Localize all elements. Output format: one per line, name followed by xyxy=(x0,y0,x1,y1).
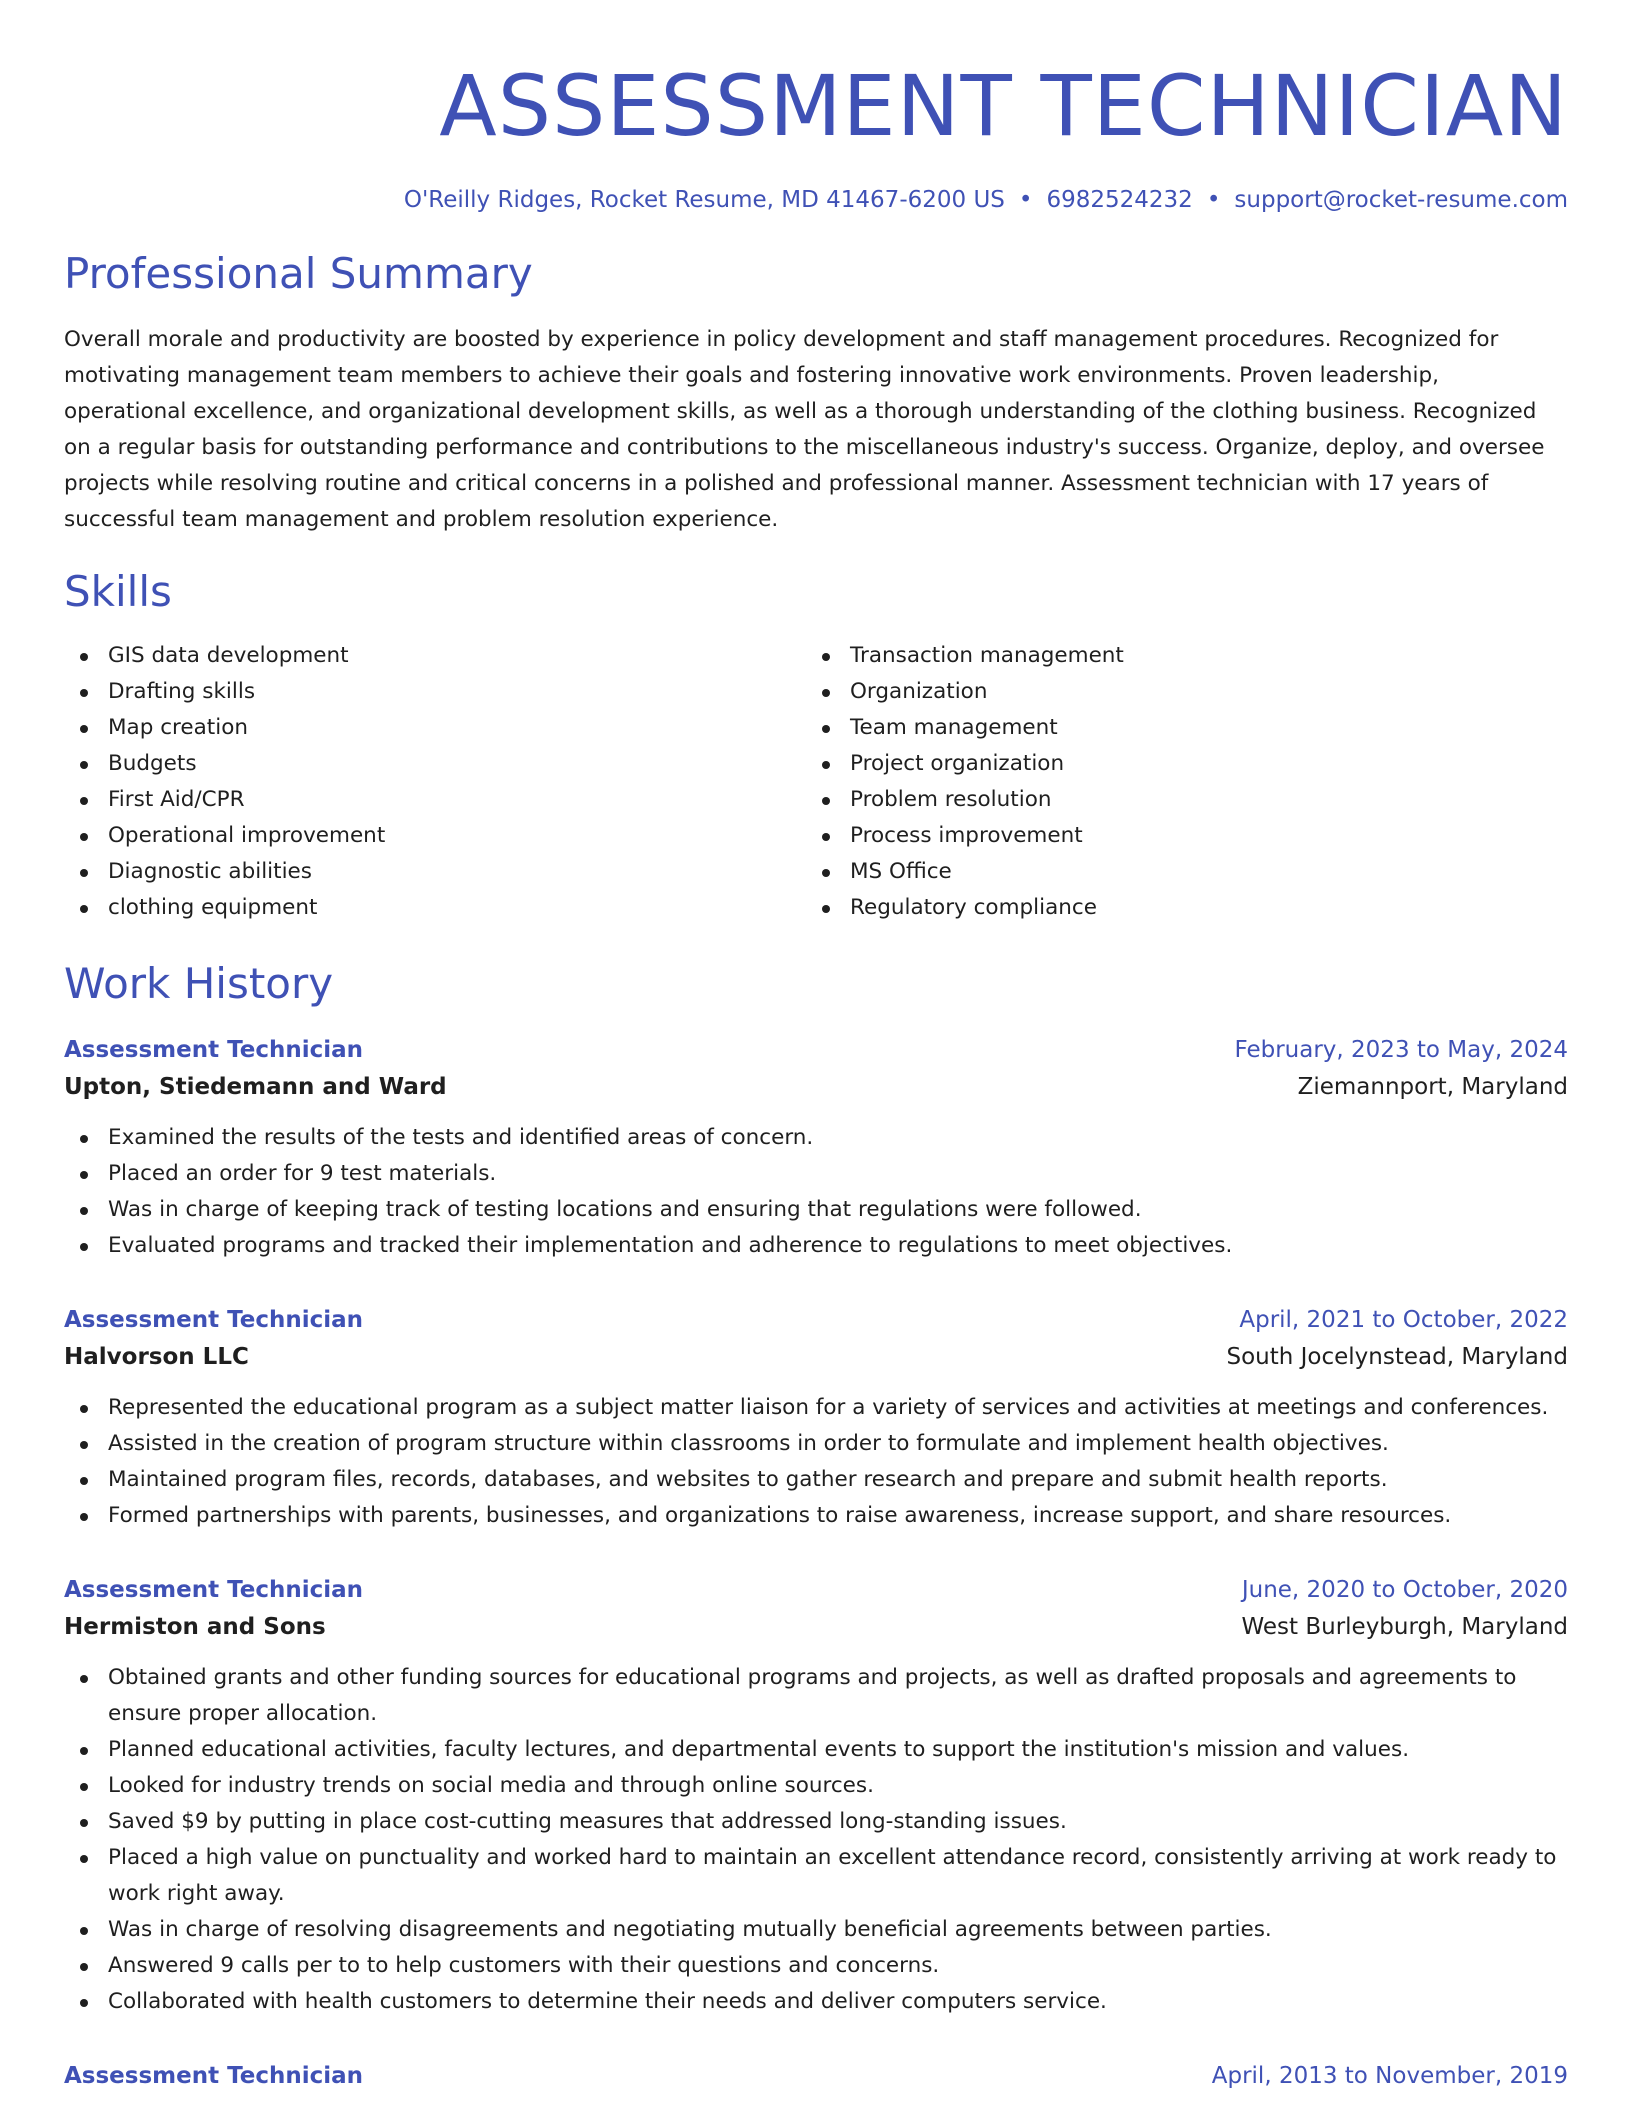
duties-list xyxy=(64,1120,1568,1264)
job-location: South Jocelynstead, Maryland xyxy=(1226,1344,1568,1370)
skill-item: Drafting skills xyxy=(64,674,806,710)
job-location: Ziemannport, Maryland xyxy=(1297,1074,1568,1100)
job-header xyxy=(64,1032,1568,1068)
job-location: West Burleyburgh, Maryland xyxy=(1241,1614,1568,1640)
duty-item: Saved $9 by putting in place cost-cutting measures that addressed long-standing issues. xyxy=(64,1804,1568,1840)
skills-list xyxy=(64,638,1568,926)
job-dates: April, 2021 to October, 2022 xyxy=(1239,1307,1568,1333)
duty-item: Examined the results of the tests and identified areas of concern. xyxy=(64,1120,1568,1156)
duty-item: Formed partnerships with parents, businesses, and organizations to raise awareness, increase support, and share resources. xyxy=(64,1498,1568,1534)
job-entry xyxy=(64,2058,1568,2094)
skill-item: Process improvement xyxy=(806,818,1548,854)
skill-item: Operational improvement xyxy=(64,818,806,854)
duty-item: Assisted in the creation of program structure within classrooms in order to formulate and implement health objectives. xyxy=(64,1426,1568,1462)
skill-item: Transaction management xyxy=(806,638,1548,674)
summary-text: Overall morale and productivity are boosted by experience in policy development and staff management procedures. Recognized for motivating management team members to achieve their goals and fostering innovative work environments. Proven leadership, operational excellence, and organizational development skills, as well as a thorough understanding of the clothing business. Recognized on a regular basis for outstanding performance and contributions to the miscellaneous industry's success. Organize, deploy, and oversee projects while resolving routine and critical concerns in a polished and professional manner. Assessment technician with 17 years of successful team management and problem resolution experience. xyxy=(64,327,1545,532)
job-dates: June, 2020 to October, 2020 xyxy=(1241,1577,1568,1603)
skill-item: Map creation xyxy=(64,710,806,746)
job-header xyxy=(64,1302,1568,1338)
duty-item: Was in charge of keeping track of testing locations and ensuring that regulations were followed. xyxy=(64,1192,1568,1228)
job-title: Assessment Technician xyxy=(64,1037,364,1063)
skill-item: GIS data development xyxy=(64,638,806,674)
phone: 6982524232 xyxy=(1046,187,1193,213)
skills-column-right xyxy=(806,638,1548,926)
skill-item: Regulatory compliance xyxy=(806,890,1548,926)
work-history-heading: Work History xyxy=(64,959,334,1008)
skill-item: Team management xyxy=(806,710,1548,746)
duty-item: Evaluated programs and tracked their implementation and adherence to regulations to meet objectives. xyxy=(64,1228,1568,1264)
duty-item: Represented the educational program as a subject matter liaison for a variety of services and activities at meetings and conferences. xyxy=(64,1390,1568,1426)
job-title: Assessment Technician xyxy=(64,2063,364,2089)
contact-line xyxy=(64,184,1568,216)
skills-column-left xyxy=(64,638,806,926)
skill-item: First Aid/CPR xyxy=(64,782,806,818)
duty-item: Collaborated with health customers to determine their needs and deliver computers service. xyxy=(64,1984,1568,2020)
summary-heading: Professional Summary xyxy=(64,249,533,298)
job-title: Assessment Technician xyxy=(64,1577,364,1603)
job-entry xyxy=(64,1302,1568,1534)
duty-item: Was in charge of resolving disagreements and negotiating mutually beneficial agreements between parties. xyxy=(64,1912,1568,1948)
duty-item: Answered 9 calls per to to help customers with their questions and concerns. xyxy=(64,1948,1568,1984)
duty-item: Maintained program files, records, databases, and websites to gather research and prepare and submit health reports. xyxy=(64,1462,1568,1498)
skill-item: Project organization xyxy=(806,746,1548,782)
skill-item: MS Office xyxy=(806,854,1548,890)
skill-item: Problem resolution xyxy=(806,782,1548,818)
job-title: Assessment Technician xyxy=(64,1307,364,1333)
skill-item: Diagnostic abilities xyxy=(64,854,806,890)
skill-item: clothing equipment xyxy=(64,890,806,926)
job-dates: February, 2023 to May, 2024 xyxy=(1234,1037,1568,1063)
duty-item: Placed an order for 9 test materials. xyxy=(64,1156,1568,1192)
address: O'Reilly Ridges, Rocket Resume, MD 41467-6200 US xyxy=(403,187,1005,213)
skill-item: Budgets xyxy=(64,746,806,782)
duty-item: Obtained grants and other funding sources for educational programs and projects, as well as drafted proposals and agreements to ensure proper allocation. xyxy=(64,1660,1568,1732)
resume-page xyxy=(64,0,1568,2094)
company-name: Halvorson LLC xyxy=(64,1344,249,1370)
job-dates: April, 2013 to November, 2019 xyxy=(1211,2063,1568,2089)
duty-item: Placed a high value on punctuality and worked hard to maintain an excellent attendance record, consistently arriving at work ready to work right away. xyxy=(64,1840,1568,1912)
company-name: Upton, Stiedemann and Ward xyxy=(64,1074,447,1100)
duties-list xyxy=(64,1390,1568,1534)
email[interactable]: support@rocket-resume.com xyxy=(1234,187,1568,213)
company-name: Hermiston and Sons xyxy=(64,1614,326,1640)
job-header xyxy=(64,1572,1568,1608)
job-company-row xyxy=(64,1068,1568,1106)
separator-dot: • xyxy=(1018,187,1033,213)
duties-list xyxy=(64,1660,1568,2020)
job-company-row xyxy=(64,1338,1568,1376)
skills-heading: Skills xyxy=(64,567,172,616)
job-header xyxy=(64,2058,1568,2094)
separator-dot: • xyxy=(1206,187,1221,213)
skill-item: Organization xyxy=(806,674,1548,710)
duty-item: Looked for industry trends on social media and through online sources. xyxy=(64,1768,1568,1804)
job-entry xyxy=(64,1572,1568,2020)
duty-item: Planned educational activities, faculty lectures, and departmental events to support the institution's mission and values. xyxy=(64,1732,1568,1768)
job-company-row xyxy=(64,1608,1568,1646)
resume-name: ASSESSMENT TECHNICIAN xyxy=(439,57,1568,155)
job-entry xyxy=(64,1032,1568,1264)
